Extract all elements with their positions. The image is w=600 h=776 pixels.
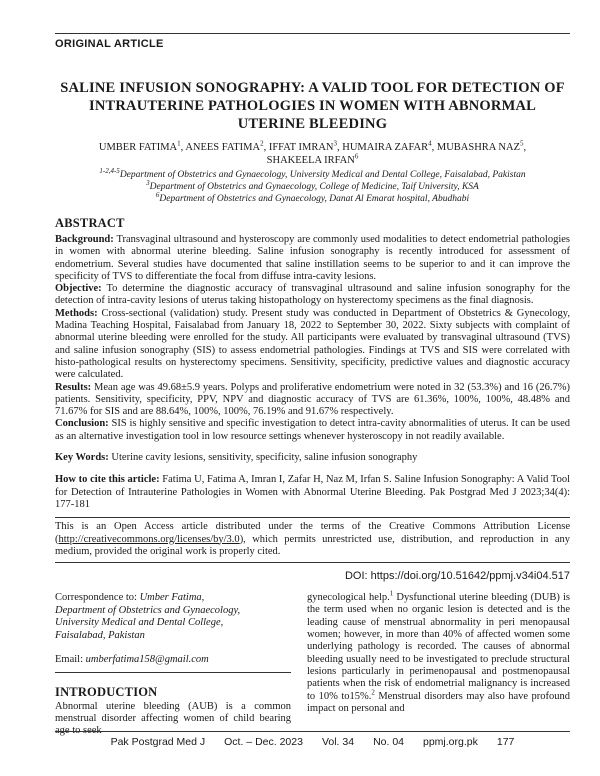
introduction-heading: INTRODUCTION: [55, 684, 158, 699]
doi-line: DOI: https://doi.org/10.51642/ppmj.v34i04.517: [344, 570, 570, 583]
correspondence-block: [55, 592, 291, 673]
author-affil-sup: 5: [520, 139, 524, 148]
author-line-2: [55, 154, 570, 167]
creative-commons-link[interactable]: http://creativecommons.org/licenses/by/3.0: [58, 533, 240, 545]
article-type-kicker: ORIGINAL ARTICLE: [55, 38, 164, 50]
footer-website: ppmj.org.pk: [423, 736, 478, 748]
section-label: Results:: [55, 381, 92, 393]
citation-label: How to cite this article:: [55, 474, 160, 486]
author-name: IFFAT IMRAN: [268, 142, 334, 153]
section-label: Methods:: [55, 307, 98, 319]
footer-volume: Vol. 34: [321, 736, 355, 748]
abstract-conclusion: Conclusion: SIS is highly sensitive and specific investigation to detect intra-cavity abnormalities of uterus. It can be used as an alternative investigation tool in low resource settings whenever hysteroscopy in not readily available.: [55, 418, 570, 442]
author-affil-sup: 2: [260, 139, 264, 148]
keywords: Key Words: Uterine cavity lesions, sensitivity, specificity, saline infusion sonography: [55, 452, 418, 464]
author-name: UMBER FATIMA: [98, 142, 178, 153]
author-line-1: UMBER FATIMA$^1$, ANEES FATIMA$^2$, IFFAT IMRAN$^3$, HUMAIRA ZAFAR$^4$, MUBASHRA NAZ$^5$,: [98, 139, 527, 153]
footer-journal-name: Pak Postgrad Med J: [110, 736, 206, 748]
top-rule: [55, 33, 570, 34]
section-label: Conclusion:: [55, 418, 109, 430]
affiliation: $^{1-2,4-5}$Department of Obstetrics and Gynaecology, University Medical and Dental College, Faisalabad, Pakistan: [99, 166, 526, 180]
abstract-objective: Objective: To determine the diagnostic accuracy of transvaginal ultrasound and saline infusion sonography for the detection of intra-cavity lesions of uterus taking histopathology on hysterectomy specimens as the final diagnosis.: [55, 283, 571, 307]
footer-issue-date: Oct. – Dec. 2023: [224, 736, 303, 748]
email-address: umberfatima158@gmail.com: [85, 654, 209, 666]
keywords-label: Key Words:: [55, 452, 109, 464]
correspondence-address: Correspondence to: Umber Fatima, Department of Obstetrics and Gynaecology, University Medical and Dental College, Faisalabad, Pakistan: [55, 592, 241, 641]
reference-sup: 2: [371, 688, 375, 696]
author-name: SHAKEELA IRFAN: [266, 155, 355, 166]
author-name: HUMAIRA ZAFAR: [342, 142, 429, 153]
two-column-body: [55, 589, 571, 737]
open-access-notice: This is an Open Access article distributed under the terms of the Creative Commons Attribution License (http://creativecommons.org/licenses/by/3.0), which permits unrestricted use, distribution, and reproduction in any medium, provided the original work is properly cited.: [55, 517, 570, 563]
affiliation-list: [55, 166, 570, 205]
page-footer: [55, 731, 570, 748]
correspondence-email: [55, 654, 291, 672]
author-affil-sup: 3: [333, 139, 338, 148]
author-affil-sup: 1: [177, 139, 181, 148]
section-label: Background:: [55, 234, 114, 245]
correspondence-name: Umber Fatima,: [139, 592, 205, 604]
affiliation: $^6$Department of Obstetrics and Gynaecology, Danat Al Emarat hospital, Abudhabi: [155, 190, 470, 204]
introduction-text-right: gynecological help.$^1$ Dysfunctional uterine bleeding (DUB) is the term used when no organic lesion is detected and is the leading cause of menstrual abnormality in peri menopausal women; however, in more than 40% of affected women some underlying pathology is recorded. The causes of abnormal bleeding usually need to be investigated to preclude structural lesions particularly in perimenopausal and postmenopausal patients when the risk of endometrial malignancy is increased to 10% to15%.$^2$ Menstrual disorders may also have profound impact on personal and: [307, 589, 571, 714]
abstract-methods: Methods: Cross-sectional (validation) study. Present study was conducted in Department of Obstetrics & Gynecology, Madina Teaching Hospital, Faisalabad from January 18, 2022 to September 30, 2022. Sixty subjects with complaint of abnormal uterine bleeding were enrolled for the study. All participants were evaluated by transvaginal ultrasound (TVS) and saline infusion sonography (SIS) to assess endometrial pathologies. Findings at TVS and SIS were correlated with histo-pathological results on hysterectomy specimens. Sensitivity, specificity, predictive values and diagnostic accuracy were calculated.: [55, 307, 570, 381]
footer-rule: [55, 731, 570, 732]
footer-page-number: 177: [496, 736, 515, 748]
footer-number: No. 04: [373, 736, 404, 748]
author-name: ANEES FATIMA: [185, 142, 261, 153]
affiliation: $^3$Department of Obstetrics and Gynaecology, College of Medicine, Taif University, KSA: [146, 178, 479, 192]
correspondence-label: Correspondence to:: [55, 592, 140, 604]
author-affil-sup: 6: [354, 152, 359, 161]
left-column: [55, 592, 291, 737]
author-list: [55, 141, 570, 167]
email-label: Email:: [55, 654, 86, 666]
author-name: MUBASHRA NAZ: [436, 142, 521, 153]
reference-sup: 1: [389, 589, 394, 598]
author-affil-sup: 4: [428, 139, 432, 148]
abstract-background: Background: Transvaginal ultrasound and hysteroscopy are commonly used modalities to detect endometrial pathologies in women with abnormal uterine bleeding. Saline infusion sonography is recently introduced for assessment of endometrium. Several studies have documented that saline instillation seems to be superior to and it can improve the specificity of TVS to differentiate the focal from diffuse intra-cavity lesions.: [55, 234, 570, 282]
abstract-heading: ABSTRACT: [55, 216, 125, 230]
abstract-results: Results: Mean age was 49.68±5.9 years. Polyps and proliferative endometrium were noted in 32 (53.3%) and 16 (26.7%) patients. Sensitivity, specificity, PPV, NPV and diagnostic accuracy of TVS are 61.36%, 100%, 100%, 48.48% and 71.67% for SIS and are 88.64%, 100%, 100%, 76.19% and 91.67% respectively.: [55, 381, 571, 418]
section-label: Objective:: [55, 283, 102, 295]
citation: How to cite this article: Fatima U, Fatima A, Imran I, Zafar H, Naz M, Irfan S. Saline Infusion Sonography: A Valid Tool for Detection of Intrauterine Pathologies in Women with Abnormal Uterine Bleeding. Pak Postgrad Med J 2023;34(4): 177-181: [55, 474, 571, 510]
article-title: SALINE INFUSION SONOGRAPHY: A VALID TOOL FOR DETECTION OF INTRAUTERINE PATHOLOGIES IN WOMEN WITH ABNORMAL UTERINE BLEEDING: [60, 80, 565, 132]
right-column: [307, 589, 571, 737]
introduction-text-left: Abnormal uterine bleeding (AUB) is a common menstrual disorder affecting women of child bearing age to seek: [55, 700, 291, 737]
